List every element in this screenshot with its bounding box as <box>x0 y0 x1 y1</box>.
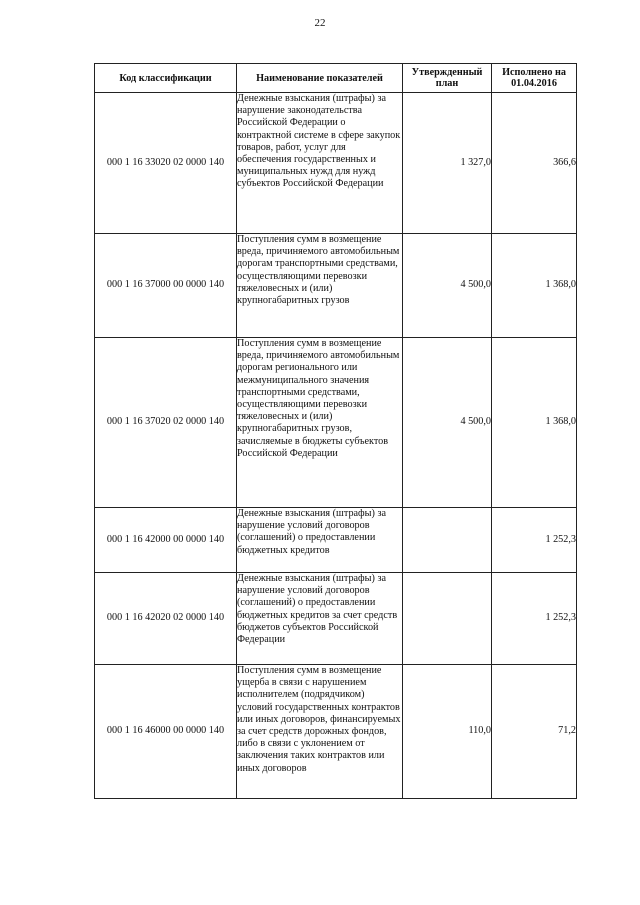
row-name <box>237 573 403 665</box>
row-done: 71,2 <box>492 665 577 799</box>
header-done: Исполнено на 01.04.2016 <box>492 64 577 93</box>
row-name <box>237 338 403 508</box>
row-name-text: Поступления сумм в возмещение ущерба в связи с нарушением исполнителем (подрядчиком) условий государственных контрактов или иных договоров, финансируемых за счет средств дорожных фондов, либо в связи с уклонением от заключения таких контрактов или иных договоров <box>237 665 401 774</box>
row-done: 1 368,0 <box>492 338 577 508</box>
row-name <box>237 508 403 573</box>
table-row <box>95 234 577 338</box>
row-done: 366,6 <box>492 93 577 234</box>
header-code: Код классификации <box>95 64 237 93</box>
row-name <box>237 93 403 234</box>
table-row <box>95 338 577 508</box>
page-number: 22 <box>314 17 326 29</box>
row-code: 000 1 16 42020 02 0000 140 <box>95 573 237 665</box>
table-row <box>95 93 577 234</box>
row-plan: 110,0 <box>403 665 492 799</box>
table-header-row <box>95 64 577 93</box>
table-row <box>95 665 577 799</box>
row-name-text: Денежные взыскания (штрафы) за нарушение условий договоров (соглашений) о предоставлении бюджетных кредитов за счет средств бюджетов субъектов Российской Федерации <box>237 573 398 646</box>
row-plan: 1 327,0 <box>403 93 492 234</box>
row-plan: 4 500,0 <box>403 234 492 338</box>
table-row <box>95 573 577 665</box>
row-name-text: Поступления сумм в возмещение вреда, причиняемого автомобильным дорогам транспортными средствами, осуществляющими перевозки тяжеловесных и (или) крупногабаритных грузов <box>237 234 400 307</box>
row-name-text: Денежные взыскания (штрафы) за нарушение законодательства Российской Федерации о контрактной системе в сфере закупок товаров, работ, услуг для обеспечения государственных и муниципальных нужд для нужд субъектов Российской Федерации <box>237 93 401 190</box>
row-name <box>237 665 403 799</box>
row-plan <box>403 573 492 665</box>
row-name-text: Денежные взыскания (штрафы) за нарушение условий договоров (соглашений) о предоставлении бюджетных кредитов <box>237 508 386 556</box>
header-name: Наименование показателей <box>237 64 403 93</box>
row-code: 000 1 16 37000 00 0000 140 <box>95 234 237 338</box>
table-row <box>95 508 577 573</box>
row-done: 1 368,0 <box>492 234 577 338</box>
row-plan <box>403 508 492 573</box>
row-code: 000 1 16 46000 00 0000 140 <box>95 665 237 799</box>
row-code: 000 1 16 33020 02 0000 140 <box>95 93 237 234</box>
budget-table <box>94 63 577 799</box>
row-code: 000 1 16 37020 02 0000 140 <box>95 338 237 508</box>
row-plan: 4 500,0 <box>403 338 492 508</box>
row-done: 1 252,3 <box>492 573 577 665</box>
row-done: 1 252,3 <box>492 508 577 573</box>
header-plan: Утвержденный план <box>403 64 492 93</box>
row-name <box>237 234 403 338</box>
row-name-text: Поступления сумм в возмещение вреда, причиняемого автомобильным дорогам регионального или межмуниципального значения транспортными средствами, осуществляющими перевозки тяжеловесных и (или) крупногабаритных грузов, зачисляемые в бюджеты субъектов Российской Федерации <box>237 338 400 459</box>
row-code: 000 1 16 42000 00 0000 140 <box>95 508 237 573</box>
